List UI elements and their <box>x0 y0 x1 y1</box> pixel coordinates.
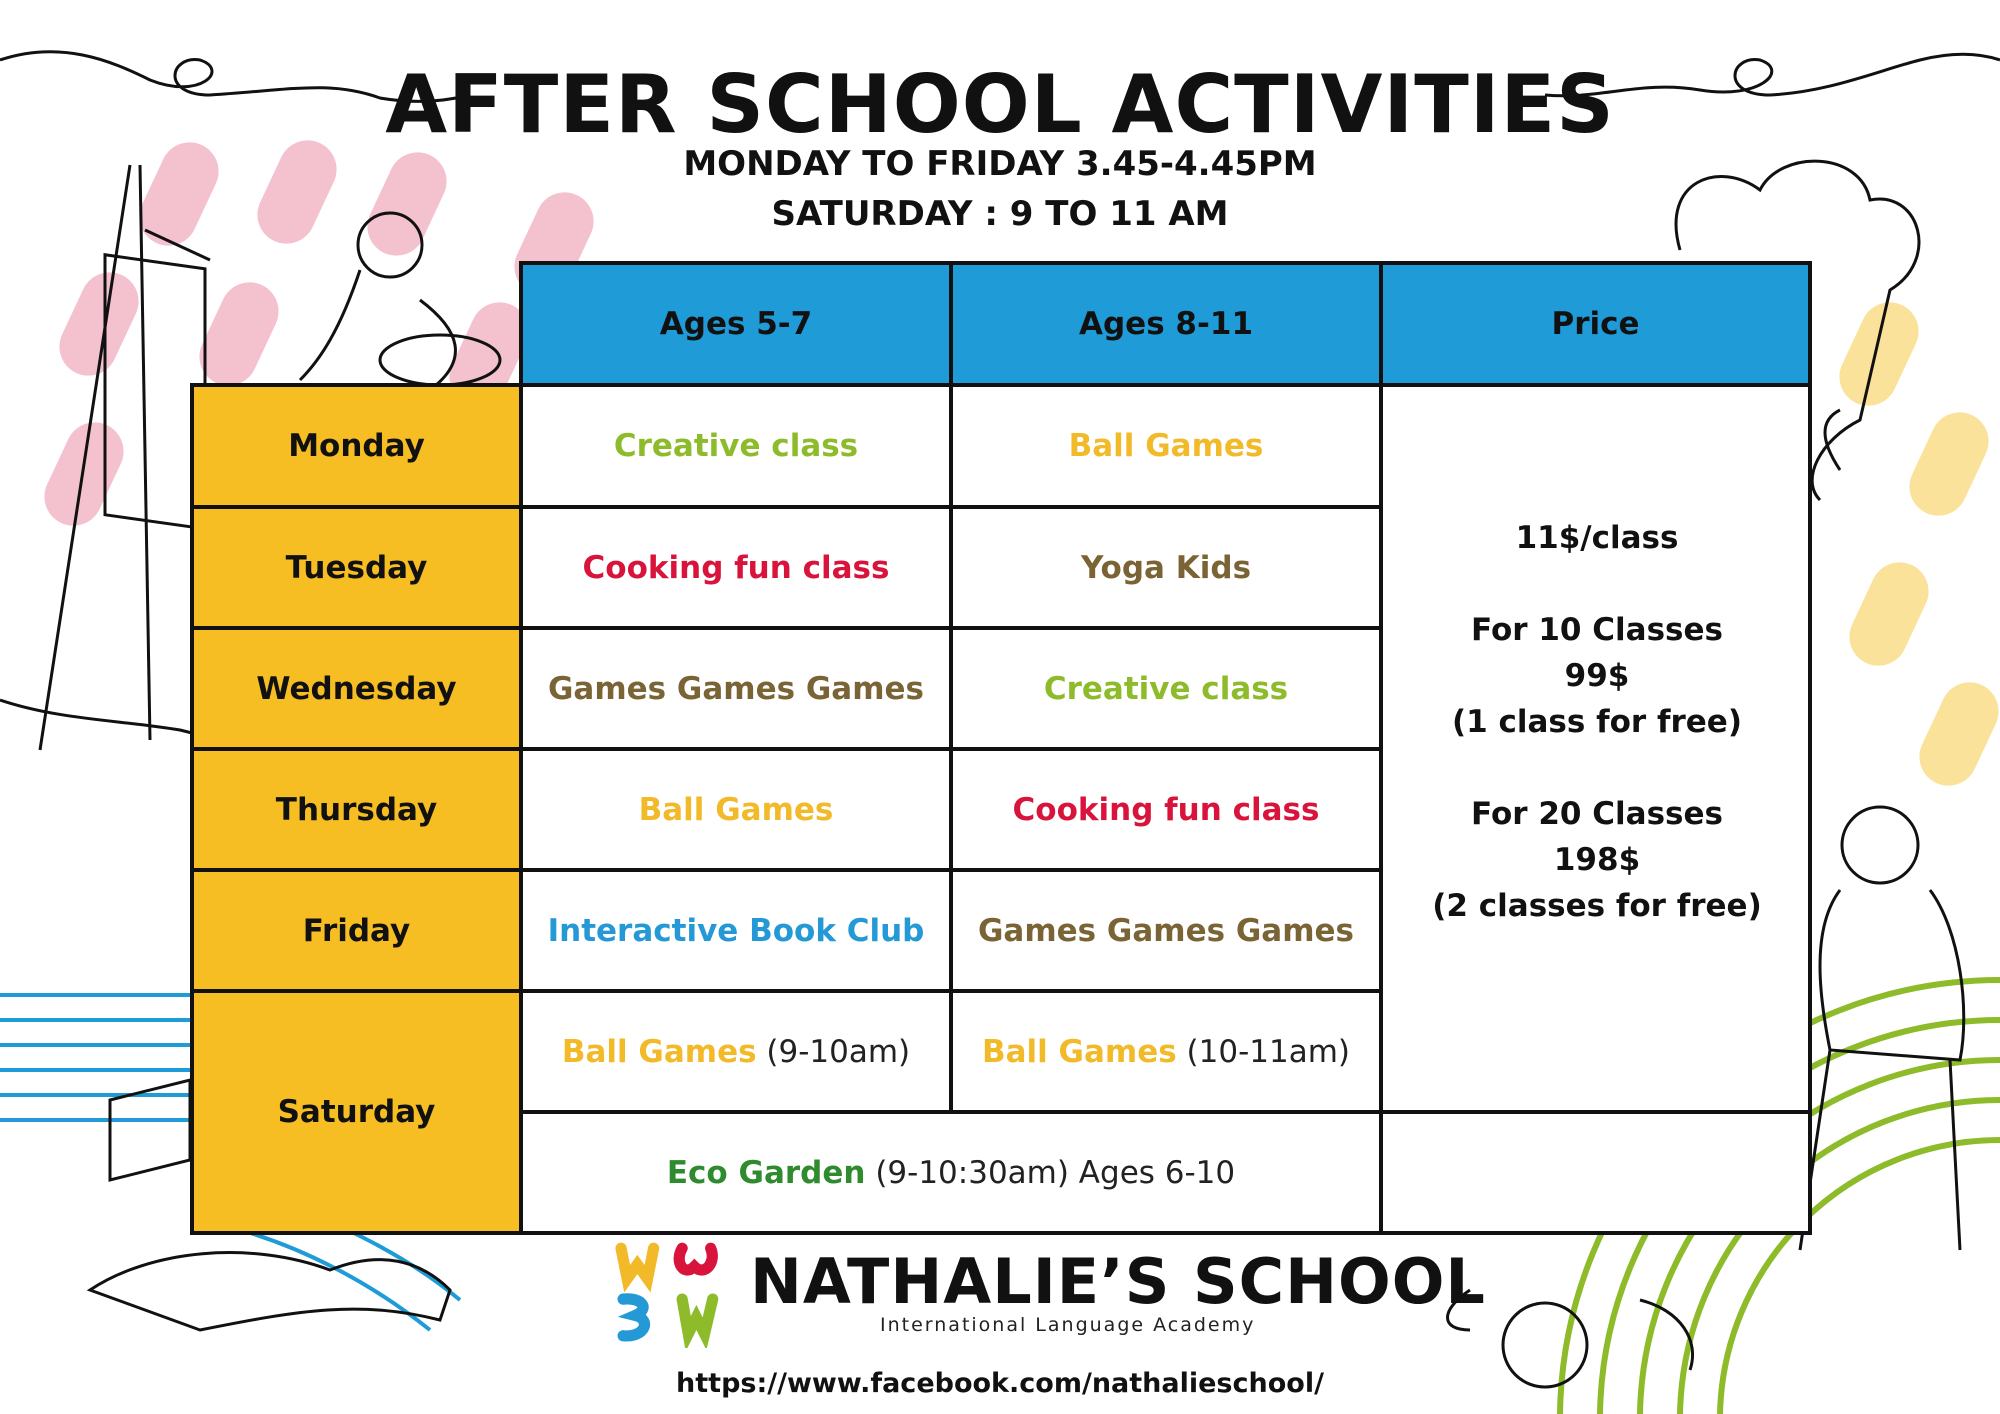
school-name: NATHALIE’S SCHOOL <box>750 1245 1486 1318</box>
price-20-label: For 20 Classes <box>1471 796 1723 832</box>
activity-thursday-ages-5-7: Ball Games <box>521 749 951 870</box>
price-20-note: (2 classes for free) <box>1432 888 1762 924</box>
day-tuesday: Tuesday <box>192 507 521 628</box>
column-header-ages-5-7: Ages 5-7 <box>521 263 951 385</box>
activity-detail: (9-10:30am) Ages 6-10 <box>865 1154 1236 1191</box>
price-per-class: 11$/class <box>1515 520 1679 556</box>
day-wednesday: Wednesday <box>192 628 521 749</box>
price-10-value: 99$ <box>1564 658 1630 694</box>
price-empty-cell <box>1381 1112 1810 1233</box>
day-thursday: Thursday <box>192 749 521 870</box>
saturday-hours: SATURDAY : 9 TO 11 AM <box>771 194 1229 234</box>
price-details <box>1382 515 1812 929</box>
day-monday: Monday <box>192 385 521 507</box>
activity-time: (9-10am) <box>756 1033 911 1070</box>
activity-saturday-ages-5-7 <box>521 991 951 1112</box>
facebook-link[interactable]: https://www.facebook.com/nathalieschool/ <box>676 1368 1324 1399</box>
activity-time: (10-11am) <box>1176 1033 1351 1070</box>
activity-name: Ball Games <box>981 1033 1177 1070</box>
activity-tuesday-ages-8-11: Yoga Kids <box>951 507 1381 628</box>
page-title: AFTER SCHOOL ACTIVITIES <box>385 58 1615 151</box>
activity-friday-ages-8-11: Games Games Games <box>951 870 1381 991</box>
activity-monday-ages-8-11: Ball Games <box>951 385 1381 507</box>
activity-wednesday-ages-5-7: Games Games Games <box>521 628 951 749</box>
activity-monday-ages-5-7: Creative class <box>521 385 951 507</box>
school-logo-icon <box>612 1236 736 1348</box>
yellow-dots-decoration <box>1830 293 2000 795</box>
price-10-label: For 10 Classes <box>1471 612 1723 648</box>
activity-wednesday-ages-8-11: Creative class <box>951 628 1381 749</box>
day-friday: Friday <box>192 870 521 991</box>
activity-name: Eco Garden <box>666 1154 866 1191</box>
activity-saturday-ages-8-11 <box>951 991 1381 1112</box>
activity-thursday-ages-8-11: Cooking fun class <box>951 749 1381 870</box>
school-tagline: International Language Academy <box>880 1314 1256 1336</box>
activity-saturday-eco-garden <box>521 1112 1381 1233</box>
day-saturday: Saturday <box>192 991 521 1233</box>
activity-name: Ball Games <box>561 1033 757 1070</box>
weekday-hours: MONDAY TO FRIDAY 3.45-4.45PM <box>683 144 1317 184</box>
column-header-ages-8-11: Ages 8-11 <box>951 263 1381 385</box>
column-header-price: Price <box>1381 263 1810 385</box>
price-10-note: (1 class for free) <box>1451 704 1742 740</box>
price-20-value: 198$ <box>1553 842 1641 878</box>
activity-tuesday-ages-5-7: Cooking fun class <box>521 507 951 628</box>
activity-friday-ages-5-7: Interactive Book Club <box>521 870 951 991</box>
